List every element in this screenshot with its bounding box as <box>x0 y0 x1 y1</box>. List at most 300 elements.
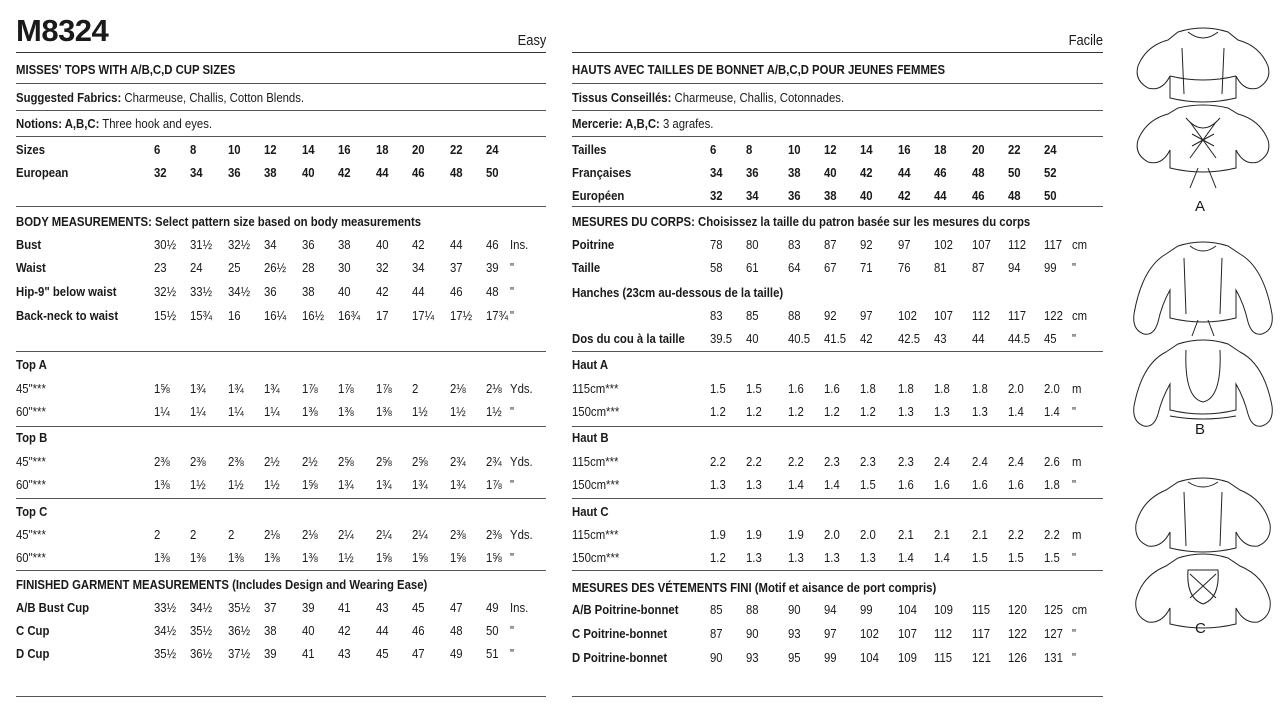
row-label: Poitrine <box>572 237 615 252</box>
row-value: 87 <box>824 237 837 252</box>
row-value: 35½ <box>154 646 177 661</box>
row-value: 26½ <box>264 260 287 275</box>
view-c-label: C <box>1195 620 1206 637</box>
row-label: 150cm*** <box>572 550 620 565</box>
row-value: 2.2 <box>1008 527 1024 542</box>
row-label: Sizes <box>16 142 46 157</box>
row-value: 112 <box>972 308 991 323</box>
row-value: 125 <box>1044 602 1063 617</box>
row-value: 122 <box>1044 308 1063 323</box>
row-value: 1⅞ <box>376 381 392 396</box>
row-label: Bust <box>16 237 42 252</box>
row-value: 102 <box>934 237 953 252</box>
row-value: 97 <box>860 308 873 323</box>
row-label: Tailles <box>572 142 607 157</box>
row-value: 1.3 <box>898 404 914 419</box>
row-value: 45 <box>412 600 425 615</box>
row-value: 71 <box>860 260 873 275</box>
row-value: 2½ <box>264 454 280 469</box>
row-unit: " <box>1072 260 1077 275</box>
row-value: 92 <box>860 237 873 252</box>
row-value: 38 <box>788 165 801 180</box>
row-value: 36 <box>228 165 241 180</box>
row-value: 97 <box>898 237 911 252</box>
row-value: 38 <box>302 284 315 299</box>
row-label: 60"*** <box>16 477 46 492</box>
row-value: 2⅛ <box>450 381 466 396</box>
row-value: 1⅜ <box>338 404 354 419</box>
row-value: 42 <box>376 284 389 299</box>
row-value: 22 <box>450 142 463 157</box>
row-value: 88 <box>788 308 801 323</box>
row-value: 34 <box>710 165 723 180</box>
row-value: 34 <box>190 165 203 180</box>
row-value: 1½ <box>190 477 206 492</box>
row-value: 44.5 <box>1008 331 1031 346</box>
row-value: 104 <box>898 602 917 617</box>
row-value: 1½ <box>450 404 466 419</box>
row-value: 2⅛ <box>264 527 280 542</box>
row-value: 1¾ <box>338 477 354 492</box>
row-value: 31½ <box>190 237 213 252</box>
row-value: 51 <box>486 646 499 661</box>
row-value: 1⅝ <box>302 477 318 492</box>
row-unit: " <box>1072 477 1077 492</box>
row-value: 16½ <box>302 308 325 323</box>
divider <box>572 426 1103 427</box>
row-value: 1.9 <box>746 527 762 542</box>
row-value: 30 <box>338 260 351 275</box>
row-value: 50 <box>486 623 499 638</box>
row-value: 50 <box>1008 165 1021 180</box>
section-title: MISSES' TOPS WITH A/B,C,D CUP SIZES <box>16 62 236 77</box>
notions-line <box>572 116 713 132</box>
row-value: 2.2 <box>746 454 762 469</box>
row-value: 36 <box>788 188 801 203</box>
row-value: 1¼ <box>154 404 170 419</box>
row-value: 45 <box>376 646 389 661</box>
view-heading: Top C <box>16 504 48 519</box>
row-value: 2.0 <box>860 527 876 542</box>
row-value: 18 <box>376 142 389 157</box>
row-value: 44 <box>898 165 911 180</box>
row-value: 43 <box>934 331 947 346</box>
row-value: 120 <box>1008 602 1027 617</box>
row-value: 34½ <box>154 623 177 638</box>
row-value: 2.2 <box>788 454 804 469</box>
view-b-label: B <box>1195 421 1206 438</box>
row-value: 87 <box>972 260 985 275</box>
row-value: 2.1 <box>898 527 914 542</box>
row-value: 18 <box>934 142 947 157</box>
row-value: 43 <box>376 600 389 615</box>
divider <box>16 83 546 84</box>
notions-value: Three hook and eyes. <box>99 116 213 131</box>
row-value: 1½ <box>486 404 502 419</box>
row-unit: " <box>510 308 515 323</box>
row-value: 1.8 <box>898 381 914 396</box>
row-value: 95 <box>788 650 801 665</box>
row-value: 40 <box>824 165 837 180</box>
row-value: 1⅝ <box>486 550 502 565</box>
notions-value: 3 agrafes. <box>659 116 714 131</box>
row-value: 42.5 <box>898 331 921 346</box>
divider <box>572 110 1103 111</box>
row-unit: " <box>1072 626 1077 641</box>
row-value: 2.4 <box>972 454 988 469</box>
row-value: 47 <box>412 646 425 661</box>
row-value: 1¾ <box>450 477 466 492</box>
divider <box>572 351 1103 352</box>
row-value: 44 <box>934 188 947 203</box>
row-value: 25 <box>228 260 241 275</box>
row-value: 115 <box>972 602 991 617</box>
row-value: 1¼ <box>190 404 206 419</box>
fabrics-value: Charmeuse, Challis, Cotonnades. <box>671 90 845 105</box>
row-value: 42 <box>898 188 911 203</box>
view-c-back-sketch <box>1136 554 1271 628</box>
row-value: 109 <box>898 650 917 665</box>
row-value: 34½ <box>228 284 251 299</box>
row-value: 87 <box>710 626 723 641</box>
row-value: 90 <box>746 626 759 641</box>
row-label: Dos du cou à la taille <box>572 331 685 346</box>
view-b-front-sketch <box>1134 242 1273 336</box>
row-value: 32 <box>154 165 167 180</box>
row-value: 47 <box>450 600 463 615</box>
row-unit: " <box>1072 404 1077 419</box>
view-c-front-sketch <box>1136 478 1271 552</box>
row-value: 34 <box>412 260 425 275</box>
row-value: 1.5 <box>860 477 876 492</box>
notions-label: Notions: A,B,C: <box>16 116 100 131</box>
divider <box>16 696 546 697</box>
row-unit: " <box>510 404 515 419</box>
row-unit: Ins. <box>510 237 529 252</box>
row-value: 107 <box>972 237 991 252</box>
row-unit: Yds. <box>510 454 533 469</box>
row-value: 32½ <box>154 284 177 299</box>
row-value: 2⅝ <box>412 454 428 469</box>
row-value: 1.4 <box>1008 404 1024 419</box>
row-value: 1⅜ <box>376 404 392 419</box>
row-value: 44 <box>376 623 389 638</box>
row-value: 1.6 <box>788 381 804 396</box>
row-value: 2.3 <box>898 454 914 469</box>
row-value: 92 <box>824 308 837 323</box>
row-value: 37 <box>264 600 277 615</box>
row-value: 34½ <box>190 600 213 615</box>
divider <box>572 696 1103 697</box>
row-value: 8 <box>746 142 753 157</box>
row-value: 36 <box>264 284 277 299</box>
view-heading: Haut A <box>572 357 609 372</box>
view-heading: Top B <box>16 430 48 445</box>
row-value: 1.8 <box>860 381 876 396</box>
row-value: 39 <box>302 600 315 615</box>
row-value: 6 <box>710 142 717 157</box>
row-value: 12 <box>264 142 277 157</box>
row-value: 38 <box>264 623 277 638</box>
row-label: 115cm*** <box>572 527 619 542</box>
divider <box>572 498 1103 499</box>
row-value: 39.5 <box>710 331 733 346</box>
row-value: 2.2 <box>710 454 726 469</box>
row-value: 16 <box>898 142 911 157</box>
row-value: 10 <box>228 142 241 157</box>
row-value: 2⅛ <box>486 381 502 396</box>
row-value: 49 <box>450 646 463 661</box>
row-value: 44 <box>376 165 389 180</box>
row-value: 50 <box>1044 188 1057 203</box>
row-label: C Cup <box>16 623 50 638</box>
row-value: 97 <box>824 626 837 641</box>
divider <box>16 570 546 571</box>
row-value: 61 <box>746 260 759 275</box>
row-value: 1½ <box>264 477 280 492</box>
row-value: 1⅜ <box>302 550 318 565</box>
row-value: 1.3 <box>972 404 988 419</box>
row-value: 1.6 <box>934 477 950 492</box>
divider <box>572 206 1103 207</box>
row-value: 2¼ <box>338 527 354 542</box>
finished-heading: MESURES DES VÉTEMENTS FINI (Motif et aisance de port compris) <box>572 580 937 595</box>
row-value: 115 <box>934 650 953 665</box>
fabrics-value: Charmeuse, Challis, Cotton Blends. <box>121 90 305 105</box>
row-value: 102 <box>898 308 917 323</box>
row-value: 40 <box>338 284 351 299</box>
row-value: 41 <box>338 600 351 615</box>
row-value: 38 <box>824 188 837 203</box>
row-unit: m <box>1072 527 1082 542</box>
row-unit: cm <box>1072 237 1088 252</box>
row-value: 1⅝ <box>154 381 170 396</box>
row-value: 2 <box>228 527 235 542</box>
row-value: 1.8 <box>934 381 950 396</box>
row-value: 28 <box>302 260 315 275</box>
row-value: 1⅝ <box>376 550 392 565</box>
row-value: 1.9 <box>788 527 804 542</box>
row-value: 37 <box>450 260 463 275</box>
row-value: 15½ <box>154 308 177 323</box>
row-value: 99 <box>824 650 837 665</box>
divider <box>572 83 1103 84</box>
hip-label: Hanches (23cm au-dessous de la taille) <box>572 285 784 300</box>
difficulty-label: Facile <box>1068 32 1103 49</box>
row-value: 40 <box>746 331 759 346</box>
row-label: European <box>16 165 69 180</box>
row-value: 107 <box>898 626 917 641</box>
row-value: 17 <box>376 308 389 323</box>
view-a-back-sketch <box>1137 105 1269 188</box>
row-value: 44 <box>450 237 463 252</box>
row-label: 60"*** <box>16 550 46 565</box>
row-value: 40 <box>302 165 315 180</box>
section-title: HAUTS AVEC TAILLES DE BONNET A/B,C,D POUR JEUNES FEMMES <box>572 62 946 77</box>
row-value: 93 <box>746 650 759 665</box>
row-value: 131 <box>1044 650 1063 665</box>
body-heading: MESURES DU CORPS: Choisissez la taille du patron basée sur les mesures du corps <box>572 214 1031 229</box>
row-label: Waist <box>16 260 46 275</box>
row-value: 1⅞ <box>486 477 502 492</box>
row-value: 16 <box>228 308 241 323</box>
row-value: 2 <box>154 527 161 542</box>
row-value: 46 <box>972 188 985 203</box>
row-value: 46 <box>486 237 499 252</box>
row-value: 93 <box>788 626 801 641</box>
row-value: 46 <box>450 284 463 299</box>
finished-heading: FINISHED GARMENT MEASUREMENTS (Includes Design and Wearing Ease) <box>16 577 428 592</box>
row-value: 1⅜ <box>154 477 170 492</box>
row-value: 44 <box>412 284 425 299</box>
row-label: A/B Bust Cup <box>16 600 90 615</box>
row-value: 1⅞ <box>302 381 318 396</box>
row-value: 10 <box>788 142 801 157</box>
row-label: 150cm*** <box>572 404 620 419</box>
row-value: 80 <box>746 237 759 252</box>
row-value: 1.3 <box>746 477 762 492</box>
row-value: 2¼ <box>376 527 392 542</box>
row-value: 1.9 <box>710 527 726 542</box>
row-value: 67 <box>824 260 837 275</box>
row-value: 2½ <box>302 454 318 469</box>
row-label: A/B Poitrine-bonnet <box>572 602 679 617</box>
row-value: 117 <box>972 626 991 641</box>
row-value: 40.5 <box>788 331 811 346</box>
row-value: 16¾ <box>338 308 361 323</box>
row-value: 1⅝ <box>412 550 428 565</box>
row-value: 127 <box>1044 626 1063 641</box>
divider <box>16 110 546 111</box>
row-value: 1.5 <box>710 381 726 396</box>
difficulty-label: Easy <box>517 32 546 49</box>
row-unit: " <box>510 623 515 638</box>
row-value: 1.2 <box>788 404 804 419</box>
row-value: 1¾ <box>376 477 392 492</box>
row-value: 42 <box>338 623 351 638</box>
row-value: 50 <box>486 165 499 180</box>
row-value: 32 <box>376 260 389 275</box>
row-value: 1.6 <box>898 477 914 492</box>
row-unit: " <box>1072 650 1077 665</box>
row-value: 41 <box>302 646 315 661</box>
view-sketches <box>1132 18 1274 698</box>
body-heading: BODY MEASUREMENTS: Select pattern size based on body measurements <box>16 214 422 229</box>
row-value: 24 <box>1044 142 1057 157</box>
row-value: 33½ <box>190 284 213 299</box>
view-heading: Top A <box>16 357 47 372</box>
row-value: 2⅛ <box>302 527 318 542</box>
row-unit: m <box>1072 381 1082 396</box>
row-value: 122 <box>1008 626 1027 641</box>
row-value: 2⅜ <box>190 454 206 469</box>
row-value: 88 <box>746 602 759 617</box>
row-value: 17½ <box>450 308 473 323</box>
row-value: 41.5 <box>824 331 847 346</box>
fabrics-label: Tissus Conseillés: <box>572 90 672 105</box>
row-value: 14 <box>302 142 315 157</box>
row-value: 48 <box>450 623 463 638</box>
row-value: 2.3 <box>860 454 876 469</box>
row-unit: " <box>510 477 515 492</box>
row-value: 1.5 <box>746 381 762 396</box>
row-unit: m <box>1072 454 1082 469</box>
row-value: 1⅜ <box>302 404 318 419</box>
row-label: 115cm*** <box>572 454 619 469</box>
view-sketches-drawing <box>1132 18 1274 698</box>
fabrics-label: Suggested Fabrics: <box>16 90 122 105</box>
row-value: 42 <box>412 237 425 252</box>
divider <box>16 426 546 427</box>
row-value: 90 <box>788 602 801 617</box>
row-value: 2.4 <box>934 454 950 469</box>
row-value: 117 <box>1044 237 1063 252</box>
row-value: 46 <box>412 623 425 638</box>
row-value: 1.2 <box>746 404 762 419</box>
row-value: 46 <box>412 165 425 180</box>
row-value: 2⅜ <box>228 454 244 469</box>
row-value: 2⅜ <box>450 527 466 542</box>
row-value: 2¼ <box>412 527 428 542</box>
row-value: 102 <box>860 626 879 641</box>
row-value: 1.3 <box>710 477 726 492</box>
row-value: 15¾ <box>190 308 213 323</box>
row-value: 42 <box>338 165 351 180</box>
row-value: 1.3 <box>860 550 876 565</box>
pattern-code: M8324 <box>16 13 109 48</box>
notions-label: Mercerie: A,B,C: <box>572 116 660 131</box>
row-value: 48 <box>972 165 985 180</box>
row-value: 1.5 <box>1044 550 1060 565</box>
row-value: 2.3 <box>824 454 840 469</box>
divider <box>16 136 546 137</box>
row-value: 99 <box>860 602 873 617</box>
row-label: Européen <box>572 188 625 203</box>
divider <box>16 498 546 499</box>
row-value: 1.4 <box>898 550 914 565</box>
row-value: 34 <box>746 188 759 203</box>
row-value: 2.6 <box>1044 454 1060 469</box>
row-value: 121 <box>972 650 991 665</box>
row-label: Hip-9" below waist <box>16 284 117 299</box>
row-unit: Yds. <box>510 381 533 396</box>
fabrics-line <box>572 90 844 106</box>
row-value: 2 <box>412 381 419 396</box>
row-value: 85 <box>746 308 759 323</box>
row-value: 6 <box>154 142 161 157</box>
row-value: 22 <box>1008 142 1021 157</box>
row-label: D Poitrine-bonnet <box>572 650 668 665</box>
row-value: 1.6 <box>972 477 988 492</box>
row-value: 1.4 <box>1044 404 1060 419</box>
view-heading: Haut C <box>572 504 609 519</box>
row-value: 1⅜ <box>228 550 244 565</box>
row-unit: " <box>510 284 515 299</box>
view-b-back-sketch <box>1134 340 1273 426</box>
row-value: 30½ <box>154 237 177 252</box>
row-value: 78 <box>710 237 723 252</box>
row-value: 2 <box>190 527 197 542</box>
row-value: 83 <box>710 308 723 323</box>
row-value: 1.4 <box>934 550 950 565</box>
row-value: 40 <box>302 623 315 638</box>
row-value: 1.6 <box>1008 477 1024 492</box>
row-value: 36 <box>302 237 315 252</box>
row-value: 45 <box>1044 331 1057 346</box>
row-value: 36½ <box>190 646 213 661</box>
row-value: 1.2 <box>860 404 876 419</box>
row-value: 1¾ <box>228 381 244 396</box>
